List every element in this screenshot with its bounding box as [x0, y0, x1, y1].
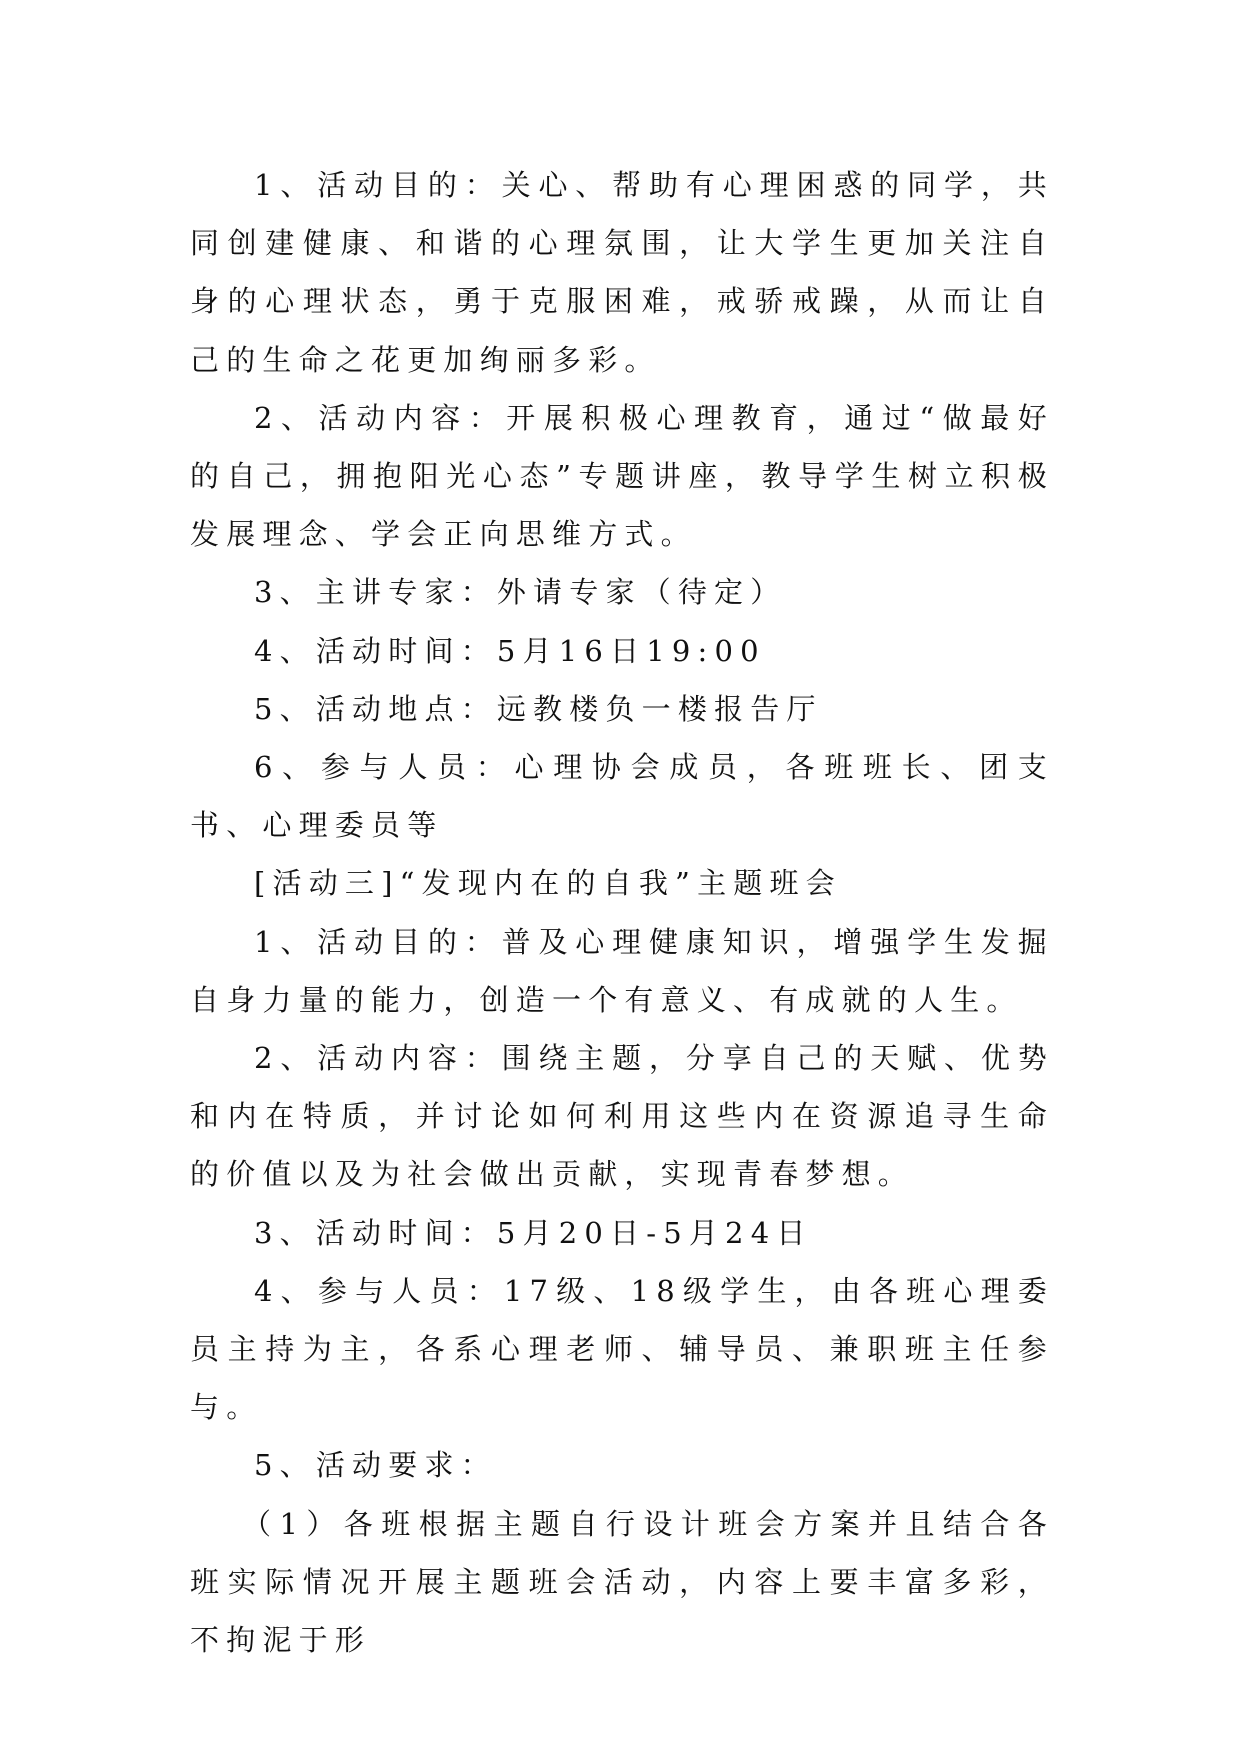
- section-heading-activity-three: [活动三]“发现内在的自我”主题班会: [254, 866, 842, 901]
- paragraph-activity-purpose: 1、活动目的：关心、帮助有心理困惑的同学，共同创建健康、和谐的心理氛围，让大学生更加关注自身的心理状态，勇于克服困难，戒骄戒躁，从而让自己的生命之花更加绚丽多彩。: [190, 168, 1054, 377]
- paragraph-requirement-item-1: （1）各班根据主题自行设计班会方案并且结合各班实际情况开展主题班会活动，内容上要丰富多彩，不拘泥于形: [190, 1506, 1054, 1658]
- paragraph-activity3-content: 2、活动内容：围绕主题，分享自己的天赋、优势和内在特质，并讨论如何利用这些内在资源追寻生命的价值以及为社会做出贡献，实现青春梦想。: [190, 1041, 1054, 1192]
- paragraph-activity-content: 2、活动内容：开展积极心理教育，通过“做最好的自己，拥抱阳光心态”专题讲座，教导学生树立积极发展理念、学会正向思维方式。: [190, 400, 1054, 552]
- document-body: [190, 156, 1054, 1669]
- paragraph-activity-time: 4、活动时间：5月16日19:00: [254, 633, 766, 668]
- paragraph-activity3-requirements: 5、活动要求：: [254, 1448, 497, 1483]
- paragraph-activity-location: 5、活动地点：远教楼负一楼报告厅: [254, 691, 823, 726]
- paragraph-activity3-purpose: 1、活动目的：普及心理健康知识，增强学生发掘自身力量的能力，创造一个有意义、有成就的人生。: [190, 924, 1054, 1017]
- paragraph-speaker: 3、主讲专家：外请专家（待定）: [254, 575, 787, 610]
- paragraph-participants: 6、参与人员：心理协会成员，各班班长、团支书、心理委员等: [190, 750, 1054, 843]
- paragraph-activity3-participants: 4、参与人员：17级、18级学生，由各班心理委员主持为主，各系心理老师、辅导员、兼职班主任参与。: [190, 1273, 1054, 1425]
- paragraph-activity3-time: 3、活动时间：5月20日-5月24日: [254, 1215, 813, 1250]
